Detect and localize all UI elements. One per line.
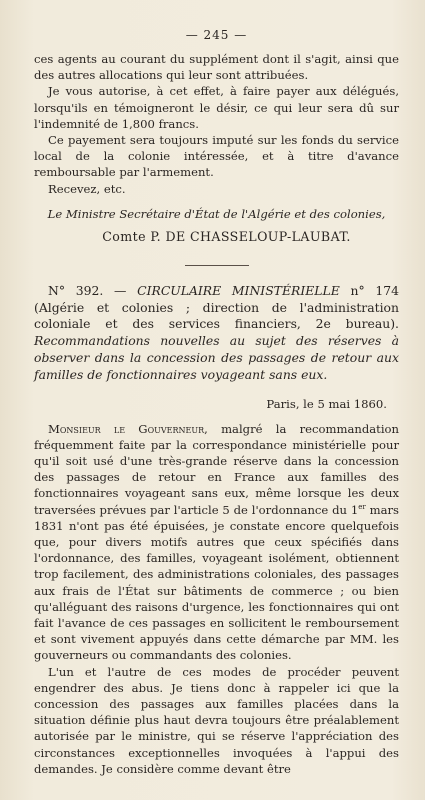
circular-ref: n° 174 bbox=[350, 282, 399, 298]
circular-body-2: L'un et l'autre de ces modes de procéder peuvent engendrer des abus. Je tiens donc à rappeler ici que la concession des passages aux familles placées dans la situation définie plus haut devra toujours être préalablement autorisée par le ministre, qui se réserve l'appréciation des circonstances exceptionnelles invoquées à l'appui des demandes. Je considère comme devant être bbox=[34, 664, 399, 776]
circular-title: CIRCULAIRE MINISTÉRIELLE bbox=[137, 282, 340, 298]
salutation: Monsieur le Gouverneur, bbox=[48, 421, 208, 436]
ordinal-superscript: er bbox=[358, 502, 366, 511]
intro-paragraph-3: Ce payement sera toujours imputé sur les fonds du service local de la colonie intéressée, et à titre d'avance remboursable par l'armement. bbox=[34, 133, 399, 180]
body-1-text-a: malgré la recommandation fréquemment faite par la correspondance ministérielle pour qu'il soit usé d'une très-grande réserve dans la concession des passages de retour en France aux familles des fonctionnaires voyageant sans eux, même lorsque les deux traversées prévues par l'article 5 de l'ordonnance du 1 bbox=[34, 421, 399, 517]
closing-formula: Recevez, etc. bbox=[48, 181, 126, 196]
circular-date: Paris, le 5 mai 1860. bbox=[266, 396, 387, 411]
intro-paragraph-2: Je vous autorise, à cet effet, à faire payer aux délégués, lorsqu'ils en témoigneront le désir, ce qui leur sera dû sur l'indemnité de 1,800 francs. bbox=[34, 84, 399, 131]
circular-department: (Algérie et colonies ; direction de l'administration coloniale et des services financiers, 2e bureau). bbox=[34, 299, 399, 332]
circular-body-1 bbox=[34, 421, 399, 664]
circular-heading bbox=[34, 283, 399, 384]
circular-subject: Recommandations nouvelles au sujet des réserves à observer dans la concession des passages de retour aux familles de fonctionnaires voyageant sans eux. bbox=[34, 333, 399, 382]
body-1-text-b: mars 1831 n'ont pas été épuisées, je constate encore quelquefois que, pour divers motifs autres que ceux spécifiés dans l'ordonnance, des familles, voyageant isolément, obtiennent trop facilement, des administrations coloniales, des passages aux frais de l'État sur bâtiments de commerce ; ou bien qu'alléguant des raisons d'urgence, les fonctionnaires qui ont fait l'avance de ces passages en sollicitent le remboursement et sont vivement appuyés dans cette démarche par MM. les gouverneurs ou commandants des colonies. bbox=[34, 502, 399, 663]
section-divider bbox=[185, 265, 249, 266]
intro-paragraph-1: ces agents au courant du supplément dont il s'agit, ainsi que des autres allocations qui leur sont attribuées. bbox=[34, 52, 399, 83]
signature-name: Comte P. DE CHASSELOUP-LAUBAT. bbox=[102, 228, 351, 244]
circular-number: N° 392. — bbox=[48, 282, 127, 298]
signature-title: Le Ministre Secrétaire d'État de l'Algérie et des colonies, bbox=[47, 206, 386, 221]
page-number: — 245 — bbox=[185, 28, 248, 42]
